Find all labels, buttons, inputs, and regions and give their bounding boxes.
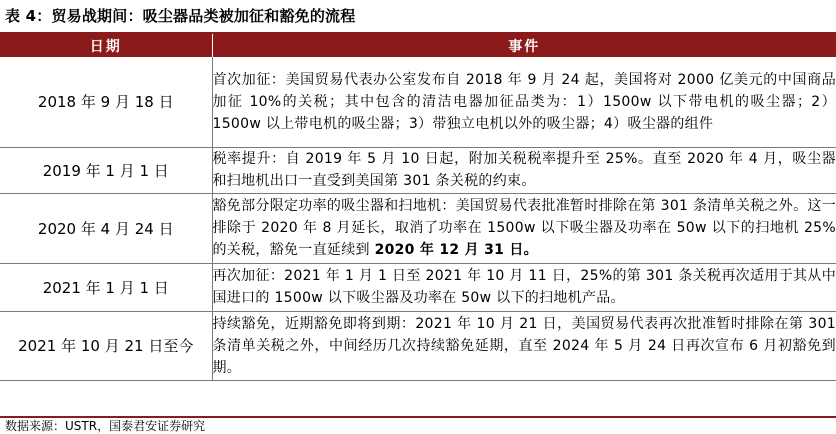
row-event — [212, 193, 836, 263]
header-event: 事件 — [212, 34, 836, 57]
row-date: 2018 年 9 月 18 日 — [0, 57, 212, 147]
row-event: 再次加征：2021 年 1 月 1 日至 2021 年 10 月 11 日，25%的第 301 条关税再次适用于其从中国进口的 1500w 以下吸尘器及功率在 50w 以下的扫地机产品。 — [212, 263, 836, 311]
table-row — [0, 147, 836, 193]
table-title: 表 4：贸易战期间：吸尘器品类被加征和豁免的流程 — [5, 7, 356, 25]
row-event: 首次加征：美国贸易代表办公室发布自 2018 年 9 月 24 起，美国将对 2000 亿美元的中国商品加征 10%的关税；其中包含的清洁电器加征品类为：1）1500w 以下带电机的吸尘器；2）1500w 以上带电机的吸尘器；3）带独立电机以外的吸尘器；4）吸尘器的组件 — [212, 57, 836, 147]
header-row — [0, 34, 836, 57]
row-event: 税率提升：自 2019 年 5 月 10 日起，附加关税税率提升至 25%。直至 2020 年 4 月，吸尘器和扫地机出口一直受到美国第 301 条关税的约束。 — [212, 147, 836, 193]
row-event-bold-date: 2020 年 12 月 31 日。 — [374, 242, 538, 258]
source-note: 数据来源：USTR，国泰君安证券研究 — [5, 419, 206, 433]
row-event: 持续豁免，近期豁免即将到期：2021 年 10 月 21 日，美国贸易代表再次批准暂时排除在第 301 条清单关税之外，中间经历几次持续豁免延期，直至 2024 年 5 月 24 日再次宣布 6 月初豁免到期。 — [212, 311, 836, 380]
table-row — [0, 263, 836, 311]
row-date: 2020 年 4 月 24 日 — [0, 193, 212, 263]
table-row — [0, 193, 836, 263]
row-event-text: 豁免部分限定功率的吸尘器和扫地机：美国贸易代表批准暂时排除在第 301 条清单关税之外。这一排除于 2020 年 8 月延长，取消了功率在 1500w 以下吸尘器及功率在 50w 以下的扫地机 25%的关税，豁免一直延续到 — [212, 198, 836, 258]
header-date: 日期 — [0, 34, 212, 57]
row-date: 2019 年 1 月 1 日 — [0, 147, 212, 193]
row-date: 2021 年 10 月 21 日至今 — [0, 311, 212, 380]
trade-war-table — [0, 34, 836, 381]
table-row — [0, 57, 836, 147]
row-date: 2021 年 1 月 1 日 — [0, 263, 212, 311]
table-row — [0, 311, 836, 380]
